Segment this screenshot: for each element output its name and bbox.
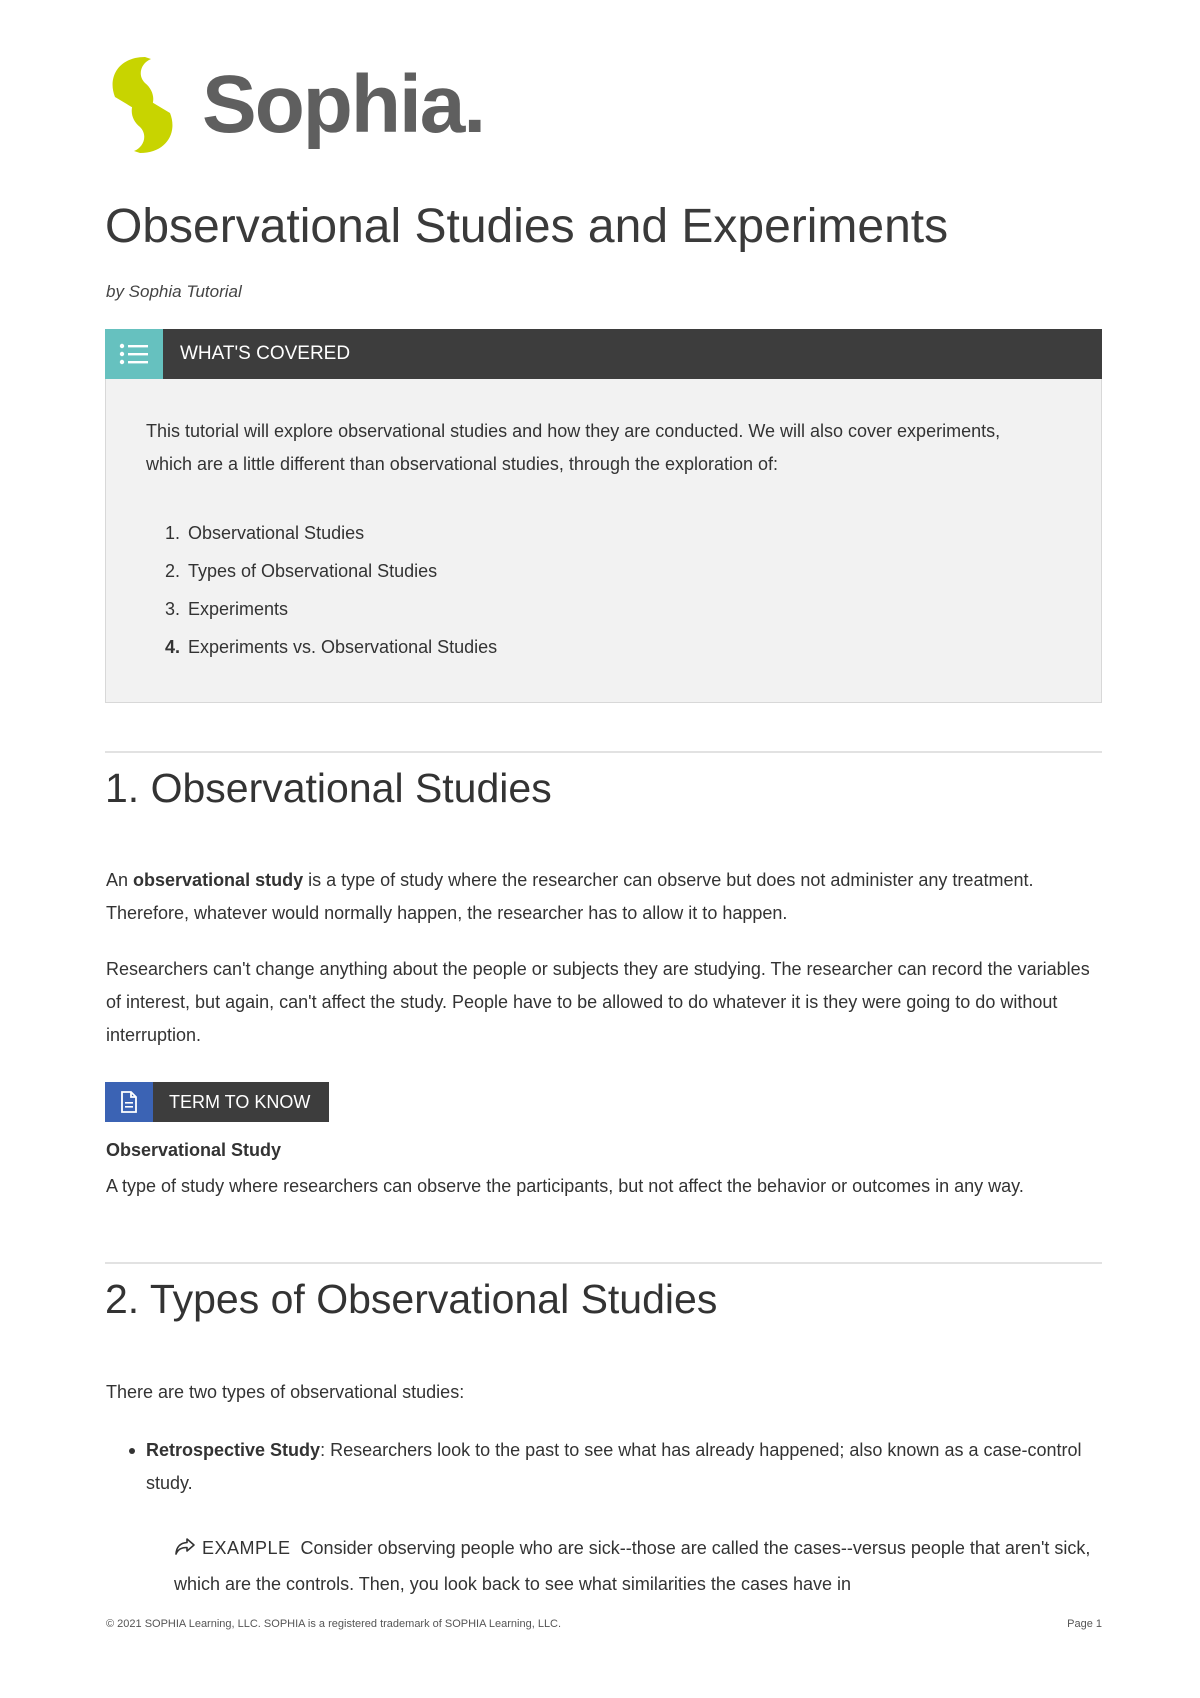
list-icon xyxy=(105,329,163,379)
paragraph: There are two types of observational studies: xyxy=(106,1382,465,1402)
example-text: Consider observing people who are sick--those are called the cases--versus people that aren't sick, which are the controls. Then, you look back to see what similarities the cases have in xyxy=(174,1538,1091,1594)
footer-copyright: © 2021 SOPHIA Learning, LLC. SOPHIA is a registered trademark of SOPHIA Learning, LLC. xyxy=(106,1618,562,1630)
page-number: Page 1 xyxy=(1067,1618,1102,1630)
byline: by Sophia Tutorial xyxy=(106,282,242,301)
bold-term: Retrospective Study xyxy=(146,1440,321,1460)
list-item: 1. Observational Studies xyxy=(164,523,365,543)
term-title: Observational Study xyxy=(106,1140,282,1160)
term-to-know-label: TERM TO KNOW xyxy=(169,1091,311,1112)
covered-list xyxy=(146,514,497,666)
term-definition: A type of study where researchers can observe the participants, but not affect the behavior or outcomes in any way. xyxy=(106,1176,1024,1196)
example-label: EXAMPLE xyxy=(202,1538,291,1558)
section-divider xyxy=(105,751,1102,753)
document-icon xyxy=(105,1082,153,1122)
paragraph: Researchers can't change anything about the people or subjects they are studying. The researcher can record the variables of interest, but again, can't affect the study. People have to be allowed to do whatever it is they were going to do without interruption. xyxy=(106,959,1090,1045)
page-title: Observational Studies and Experiments xyxy=(105,200,949,253)
section-divider xyxy=(105,1262,1102,1264)
bold-term: observational study xyxy=(133,870,304,890)
paragraph: An observational study is a type of study where the researcher can observe but does not administer any treatment. Therefore, whatever would normally happen, the researcher has to allow it to happen. xyxy=(106,870,1034,923)
list-item: 2. Types of Observational Studies xyxy=(164,561,438,581)
whats-covered-box xyxy=(105,379,1102,703)
share-arrow-icon xyxy=(174,1535,196,1568)
term-to-know-header xyxy=(105,1082,329,1122)
sophia-logo xyxy=(105,55,484,155)
section-heading-types-of-observational-studies: 2. Types of Observational Studies xyxy=(105,1276,718,1322)
section-heading-observational-studies: 1. Observational Studies xyxy=(105,765,552,811)
bullet-list xyxy=(146,1434,1096,1500)
example-block xyxy=(174,1532,1094,1601)
list-item: Retrospective Study: Researchers look to the past to see what has already happened; also known as a case-control study. xyxy=(146,1434,1096,1500)
whats-covered-label: WHAT'S COVERED xyxy=(180,343,351,364)
whats-covered-header xyxy=(105,329,1102,379)
list-item: 4. Experiments vs. Observational Studies xyxy=(164,637,498,657)
wordmark-dot: . xyxy=(463,59,485,150)
sophia-wordmark: Sophia xyxy=(202,59,464,150)
sophia-logo-icon xyxy=(105,55,180,155)
whats-covered-intro: This tutorial will explore observational studies and how they are conducted. We will also cover experiments, which are a little different than observational studies, through the exploration of: xyxy=(146,421,1001,474)
list-item: 3. Experiments xyxy=(164,599,289,619)
